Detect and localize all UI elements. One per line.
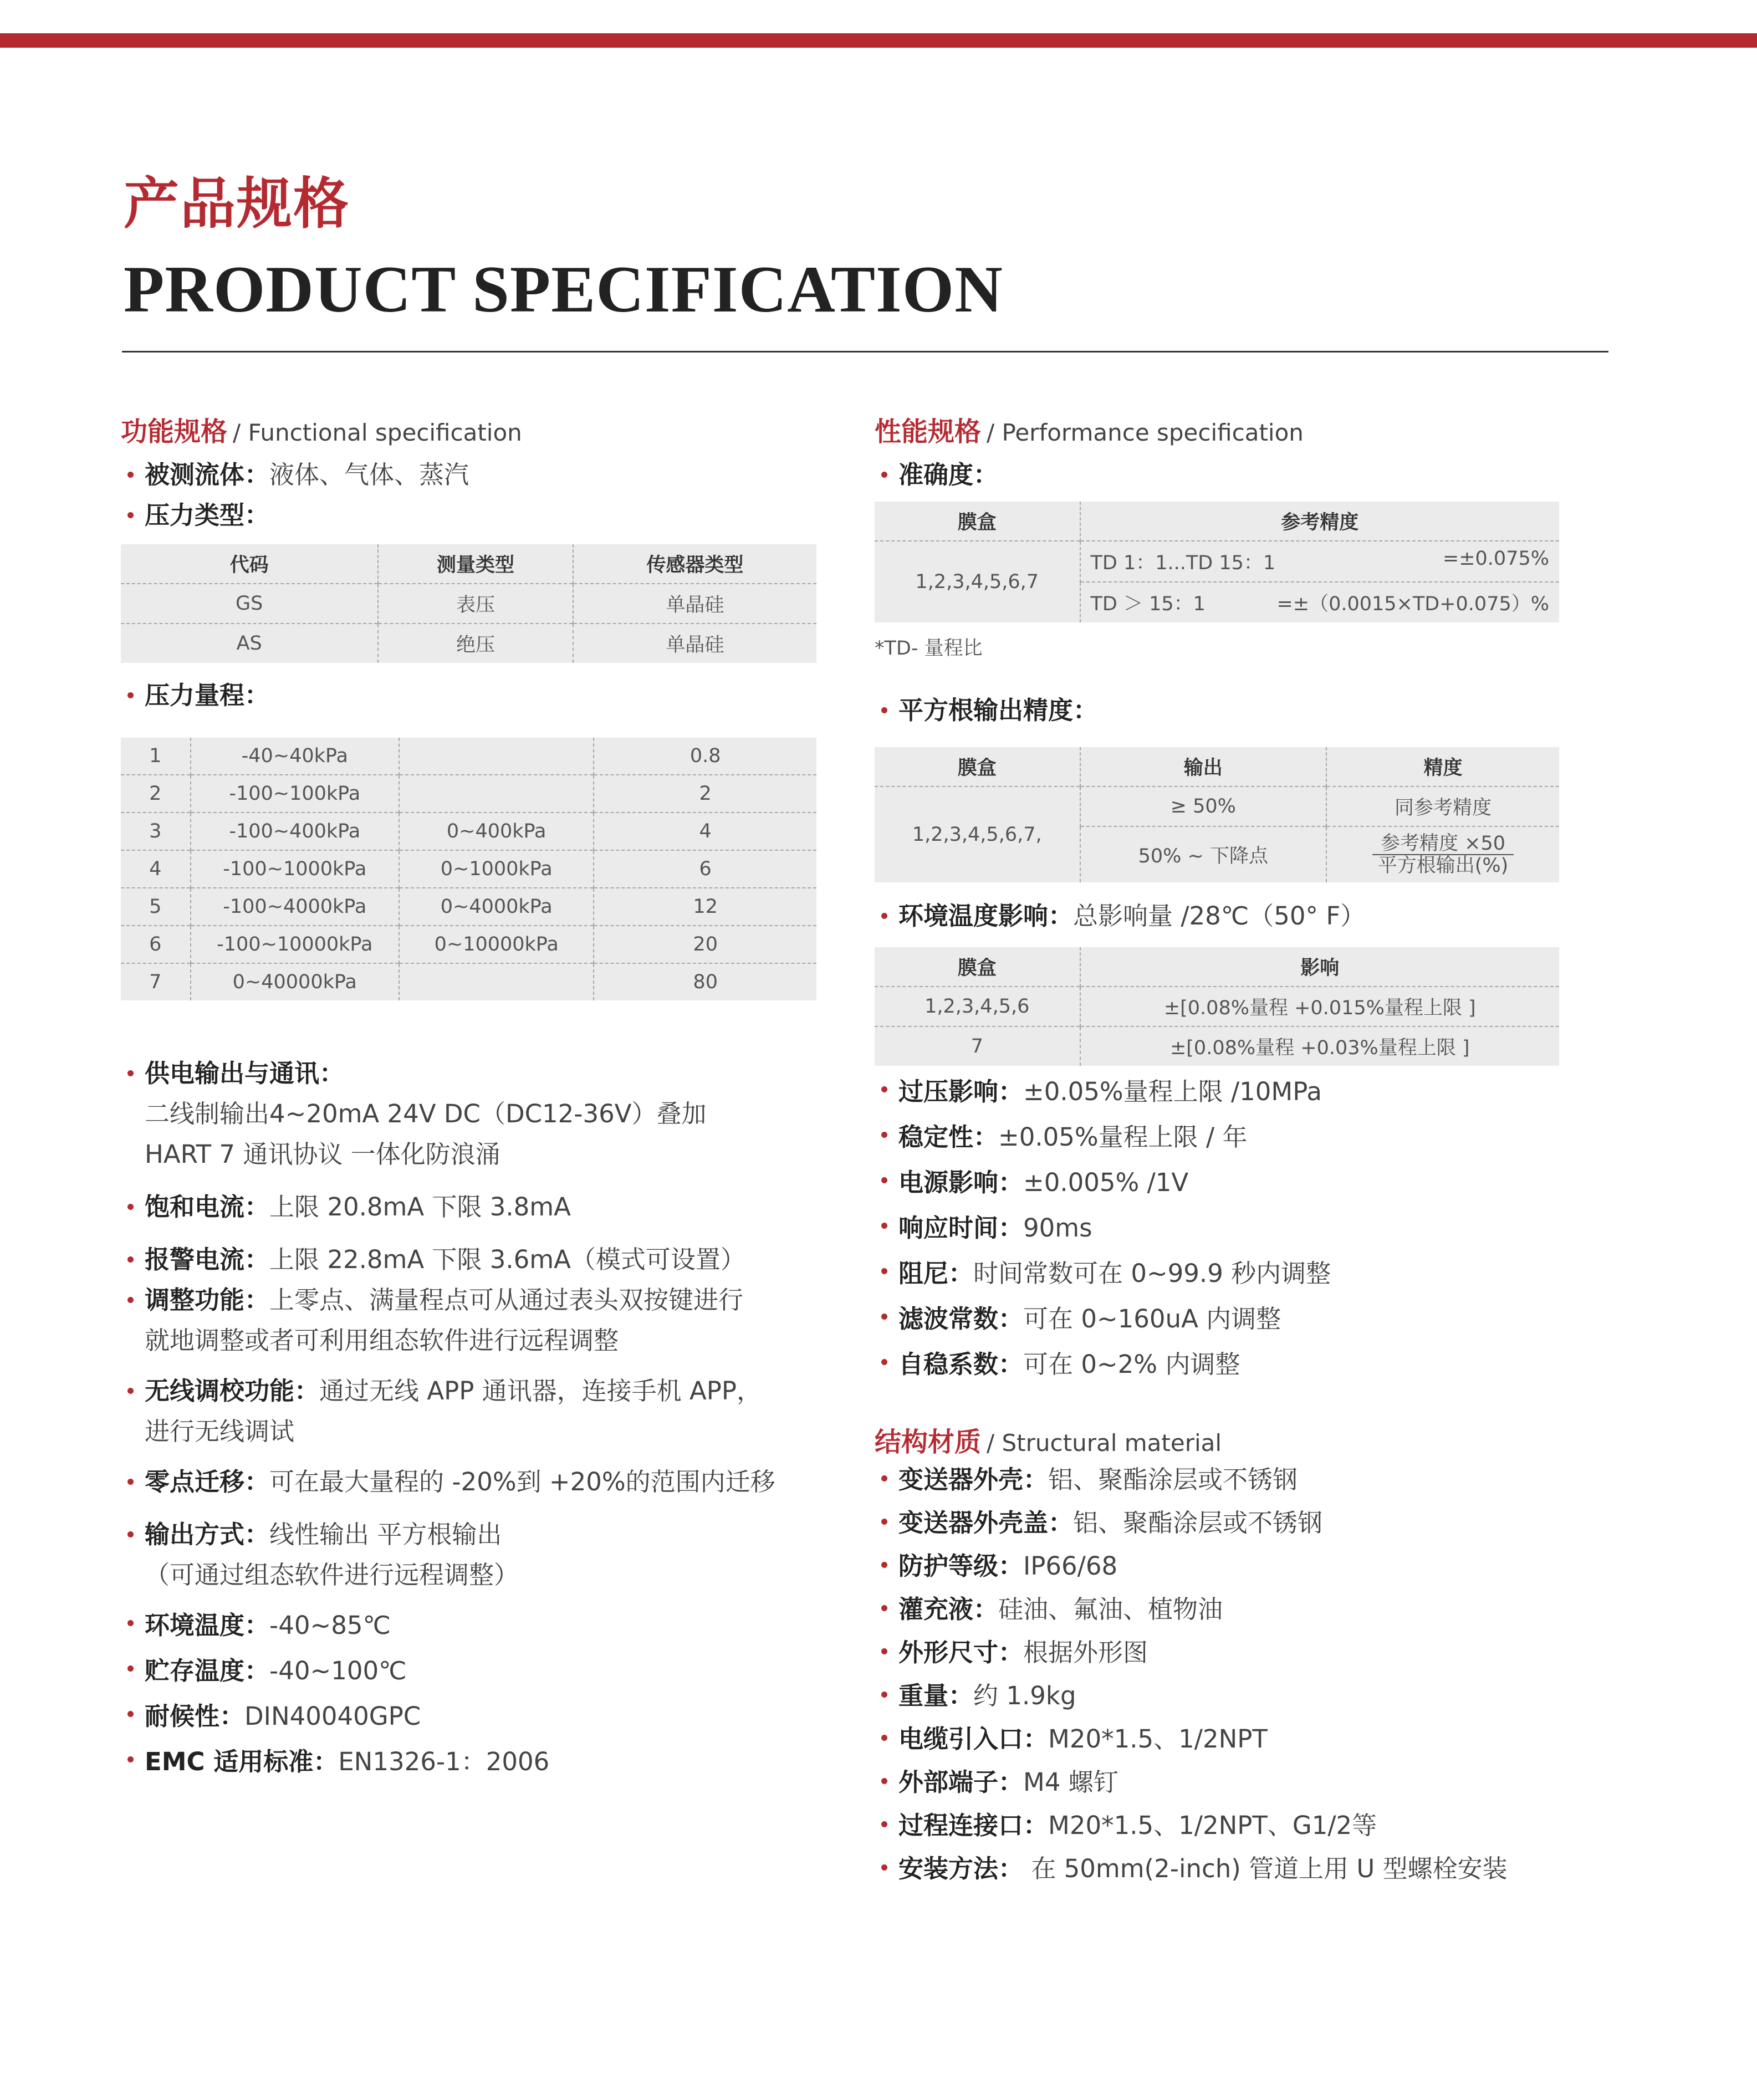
capsule-cell: 1,2,3,4,5,6,7 [875, 541, 1080, 622]
spec-value: 约 1.9kg [973, 1681, 1076, 1710]
table-cell: 1,2,3,4,5,6 [875, 987, 1080, 1026]
structure-items-list [875, 1458, 1559, 1890]
spec-continuation: HART 7 通讯协议 一体化防浪涌 [145, 1140, 500, 1169]
table-header: 影响 [1080, 947, 1560, 987]
precision-fraction [1372, 833, 1514, 876]
spec-item-adjustment [121, 1280, 816, 1320]
table-cell: -100~1000kPa [191, 850, 400, 888]
table-header: 输出 [1080, 747, 1327, 786]
spec-label: 稳定性： [898, 1122, 999, 1152]
spec-label: 贮存温度： [145, 1656, 270, 1685]
spec-label: EMC 适用标准： [145, 1747, 339, 1776]
precision-cell: 同参考精度 [1326, 786, 1559, 826]
table-cell: 20 [594, 926, 816, 963]
table-cell: 80 [594, 963, 816, 1000]
table-cell: ±[0.08%量程 +0.015%量程上限 ] [1080, 987, 1560, 1026]
table-row [121, 963, 816, 1000]
accuracy-value: =±0.075% [1442, 548, 1549, 570]
table-header: 膜盒 [957, 757, 997, 779]
table-header: 膜盒 [957, 512, 997, 534]
spec-value: 在 50mm(2-inch) 管道上用 U 型螺栓安装 [1023, 1854, 1508, 1883]
table-cell: -100~400kPa [191, 813, 400, 850]
spec-value: 液体、气体、蒸汽 [269, 460, 469, 489]
table-cell: 1 [149, 745, 162, 767]
spec-label: 变送器外壳盖： [898, 1508, 1074, 1537]
table-cell: AS [121, 624, 378, 663]
pressure-range-table [121, 738, 816, 1000]
table-cell: 单晶硅 [573, 584, 816, 624]
spec-value: 时间常数可在 0~99.9 秒内调整 [973, 1259, 1331, 1288]
spec-label: 供电输出与通讯： [145, 1059, 345, 1088]
table-header: 参考精度 [1080, 502, 1560, 541]
spec-item-saturation-current [121, 1187, 816, 1227]
spec-label: 准确度： [898, 460, 999, 489]
output-cell: ≥ 50% [1080, 786, 1327, 826]
spec-value: -40~85℃ [269, 1611, 391, 1640]
spec-value: 通过无线 APP 通讯器，连接手机 APP， [319, 1376, 762, 1406]
table-row [875, 987, 1559, 1026]
table-header: 代码 [229, 554, 269, 576]
spec-continuation: 进行无线调试 [145, 1417, 295, 1446]
table-cell [399, 775, 594, 813]
table-row [121, 738, 816, 775]
table-cell: 单晶硅 [573, 624, 816, 663]
spec-label: 压力量程： [145, 681, 270, 710]
table-cell: 表压 [378, 584, 573, 624]
accuracy-cell [1080, 541, 1560, 582]
table-header-row [875, 747, 1559, 786]
section-title-en: / Performance specification [987, 419, 1304, 446]
accuracy-cell [1080, 582, 1560, 622]
structure-section-heading [875, 1421, 1559, 1458]
spec-label: 自稳系数： [898, 1350, 1024, 1379]
table-row [121, 926, 816, 963]
spec-value: M4 螺钉 [1023, 1767, 1118, 1797]
spec-item-housing-cover [875, 1501, 1559, 1545]
spec-label: 无线调校功能： [145, 1376, 320, 1406]
spec-value: 可在 0~2% 内调整 [1023, 1350, 1240, 1379]
spec-label: 变送器外壳： [898, 1465, 1049, 1494]
table-cell: ±[0.08%量程 +0.03%量程上限 ] [1080, 1026, 1560, 1066]
table-header: 传感器类型 [573, 544, 816, 584]
pressure-type-table [121, 544, 816, 663]
spec-label: 电缆引入口： [898, 1724, 1049, 1754]
spec-label: 重量： [898, 1681, 974, 1710]
spec-item-installation [875, 1847, 1559, 1890]
spec-value: DIN40040GPC [244, 1702, 421, 1731]
spec-item-zero-shift [121, 1462, 816, 1502]
table-cell: 2 [594, 775, 816, 813]
spec-item-ambient-temp-effect [875, 896, 1559, 936]
spec-item-self-stability [875, 1342, 1559, 1387]
spec-item-wireless-calibration [121, 1371, 816, 1411]
spec-value: 根据外形图 [1023, 1638, 1148, 1667]
table-header-row [875, 502, 1559, 541]
accuracy-value: =±（0.0015×TD+0.075）% [1276, 593, 1549, 615]
title-divider [122, 351, 1608, 352]
spec-value: 线性输出 平方根输出 [269, 1520, 502, 1549]
output-cell: 50% ~ 下降点 [1080, 826, 1327, 882]
table-header: 测量类型 [378, 544, 573, 584]
table-header-row [121, 544, 816, 584]
spec-item-accuracy [875, 454, 1559, 495]
spec-value: 铝、聚酯涂层或不锈钢 [1048, 1465, 1298, 1494]
table-row [875, 541, 1559, 582]
functional-spec-column [121, 410, 816, 1785]
spec-item-process-connection [875, 1804, 1559, 1847]
table-row [121, 584, 816, 624]
spec-label: 安装方法： [898, 1854, 1024, 1883]
table-cell: 6 [121, 926, 191, 963]
table-cell: 2 [121, 775, 191, 813]
spec-continuation: 二线制输出4~20mA 24V DC（DC12-36V）叠加 [145, 1099, 707, 1128]
td-footnote: *TD- 量程比 [875, 637, 983, 660]
accuracy-pair [1085, 589, 1555, 616]
spec-value: M20*1.5、1/2NPT [1048, 1724, 1268, 1754]
spec-item-sqrt-accuracy [875, 690, 1559, 730]
section-title-en: / Functional specification [233, 419, 522, 446]
table-cell: -100~10000kPa [191, 926, 400, 963]
spec-value: -40~100℃ [269, 1656, 407, 1685]
table-row [121, 813, 816, 850]
spec-continuation: （可通过组态软件进行远程调整） [145, 1560, 519, 1590]
table-cell [399, 963, 594, 1000]
sqrt-accuracy-table [875, 747, 1559, 882]
table-row [875, 786, 1559, 826]
spec-value: EN1326-1：2006 [338, 1747, 550, 1776]
table-header: 精度 [1326, 747, 1559, 786]
spec-label: 环境温度： [145, 1611, 270, 1640]
spec-label: 环境温度影响： [898, 901, 1074, 931]
ambient-temp-table [875, 947, 1559, 1066]
spec-value: 铝、聚酯涂层或不锈钢 [1073, 1508, 1323, 1537]
table-cell: -100~4000kPa [191, 888, 400, 926]
spec-item-cable-entry [875, 1718, 1559, 1761]
accuracy-table [875, 502, 1559, 622]
table-cell: 绝压 [378, 624, 573, 663]
spec-label: 过压影响： [898, 1077, 1024, 1106]
table-row [121, 624, 816, 663]
spec-label: 阻尼： [898, 1259, 974, 1288]
table-cell [399, 738, 594, 775]
spec-item-response-time [875, 1205, 1559, 1251]
table-cell: 5 [121, 888, 191, 926]
spec-label: 滤波常数： [898, 1304, 1024, 1333]
section-title-cn: 结构材质 [875, 1427, 982, 1458]
table-cell: -40~40kPa [191, 738, 400, 775]
spec-value: ±0.05%量程上限 /10MPa [1023, 1077, 1322, 1106]
table-cell: 0~4000kPa [399, 888, 594, 926]
functional-section-heading [121, 410, 816, 447]
spec-item-fill-fluid [875, 1588, 1559, 1631]
spec-item-weight [875, 1674, 1559, 1718]
spec-item-dimensions [875, 1631, 1559, 1674]
spec-label: 平方根输出精度： [898, 696, 1099, 725]
spec-label: 外形尺寸： [898, 1638, 1024, 1667]
page-title-cn: 产品规格 [124, 171, 350, 236]
fraction-numerator: 参考精度 ×50 [1372, 833, 1514, 855]
accuracy-pair [1085, 548, 1555, 575]
spec-value: 硅油、氟油、植物油 [998, 1595, 1223, 1624]
spec-value: 可在最大量程的 -20%到 +20%的范围内迁移 [269, 1467, 775, 1496]
table-cell: 7 [121, 963, 191, 1000]
spec-item-pressure-type [121, 495, 816, 535]
spec-item-filter-constant [875, 1296, 1559, 1342]
table-header: 膜盒 [957, 957, 997, 979]
page-title-en: PRODUCT SPECIFICATION [124, 252, 1003, 326]
table-row [121, 850, 816, 888]
spec-value: 90ms [1023, 1213, 1092, 1243]
spec-item-external-terminal [875, 1761, 1559, 1804]
spec-label: 零点迁移： [145, 1467, 270, 1496]
table-cell: 4 [594, 813, 816, 850]
table-header-row [875, 947, 1559, 987]
accuracy-condition: TD 1：1...TD 15：1 [1090, 552, 1276, 574]
performance-items-list [875, 1069, 1559, 1387]
precision-formula-cell [1326, 826, 1559, 882]
spec-value: 上限 22.8mA 下限 3.6mA（模式可设置） [269, 1245, 745, 1274]
spec-item-storage-temperature [121, 1648, 816, 1694]
table-cell: 4 [121, 850, 191, 888]
table-cell: 3 [121, 813, 191, 850]
spec-item-housing [875, 1458, 1559, 1501]
spec-label: 电源影响： [898, 1168, 1024, 1197]
section-title-en: / Structural material [987, 1429, 1222, 1457]
section-title-cn: 性能规格 [875, 416, 982, 447]
spec-label: 调整功能： [145, 1285, 270, 1315]
spec-label: 过程连接口： [898, 1811, 1049, 1840]
spec-item-emc-standard [121, 1739, 816, 1785]
spec-value: M20*1.5、1/2NPT、G1/2等 [1048, 1811, 1377, 1840]
spec-label: 响应时间： [898, 1213, 1024, 1243]
table-cell: GS [121, 584, 378, 624]
spec-value: ±0.005% /1V [1023, 1168, 1189, 1197]
table-cell: -100~100kPa [191, 775, 400, 813]
spec-item-output-mode [121, 1514, 816, 1555]
accuracy-condition: TD ＞ 15：1 [1090, 593, 1206, 615]
table-row [875, 1026, 1559, 1066]
spec-label: 饱和电流： [145, 1192, 270, 1222]
spec-value: 可在 0~160uA 内调整 [1023, 1304, 1281, 1333]
spec-value: ±0.05%量程上限 / 年 [998, 1122, 1248, 1152]
spec-item-pressure-range [121, 675, 816, 716]
spec-label: 报警电流： [145, 1245, 270, 1274]
spec-value: IP66/68 [1023, 1551, 1118, 1581]
spec-label: 输出方式： [145, 1520, 270, 1549]
spec-item-power-output [121, 1053, 816, 1094]
spec-value: 上限 20.8mA 下限 3.8mA [269, 1192, 571, 1222]
spec-item-damping [875, 1251, 1559, 1296]
table-cell: 0~40000kPa [191, 963, 400, 1000]
spec-item-ambient-temperature [121, 1603, 816, 1648]
top-accent-bar [0, 33, 1757, 48]
table-cell: 6 [594, 850, 816, 888]
functional-items-list [121, 1053, 816, 1785]
table-cell: 0~10000kPa [399, 926, 594, 963]
table-row [121, 775, 816, 813]
spec-label: 防护等级： [898, 1551, 1024, 1581]
fraction-denominator: 平方根输出(%) [1377, 854, 1509, 877]
spec-item-protection-class [875, 1545, 1559, 1588]
spec-label: 压力类型： [145, 500, 270, 530]
spec-label: 外部端子： [898, 1767, 1024, 1797]
table-row [121, 888, 816, 926]
spec-label: 被测流体： [145, 460, 270, 489]
spec-label: 灌充液： [898, 1595, 999, 1624]
spec-label: 耐候性： [145, 1702, 245, 1731]
capsule-cell: 1,2,3,4,5,6,7, [875, 786, 1080, 882]
spec-item-alarm-current [121, 1239, 816, 1280]
table-cell: 0.8 [594, 738, 816, 775]
spec-value: 总影响量 /28℃（50° F） [1073, 901, 1366, 931]
spec-value: 上零点、满量程点可从通过表头双按键进行 [269, 1285, 744, 1315]
table-cell: 0~400kPa [399, 813, 594, 850]
table-cell: 0~1000kPa [399, 850, 594, 888]
table-cell: 7 [875, 1026, 1080, 1066]
spec-item-overpressure [875, 1069, 1559, 1115]
spec-item-fluid [121, 454, 816, 495]
performance-spec-column [875, 410, 1559, 1890]
section-title-cn: 功能规格 [121, 416, 228, 447]
spec-item-weather-resistance [121, 1694, 816, 1739]
spec-item-power-effect [875, 1160, 1559, 1205]
spec-continuation: 就地调整或者可利用组态软件进行远程调整 [145, 1326, 619, 1355]
spec-item-stability [875, 1115, 1559, 1160]
table-cell: 12 [594, 888, 816, 926]
performance-section-heading [875, 410, 1559, 447]
